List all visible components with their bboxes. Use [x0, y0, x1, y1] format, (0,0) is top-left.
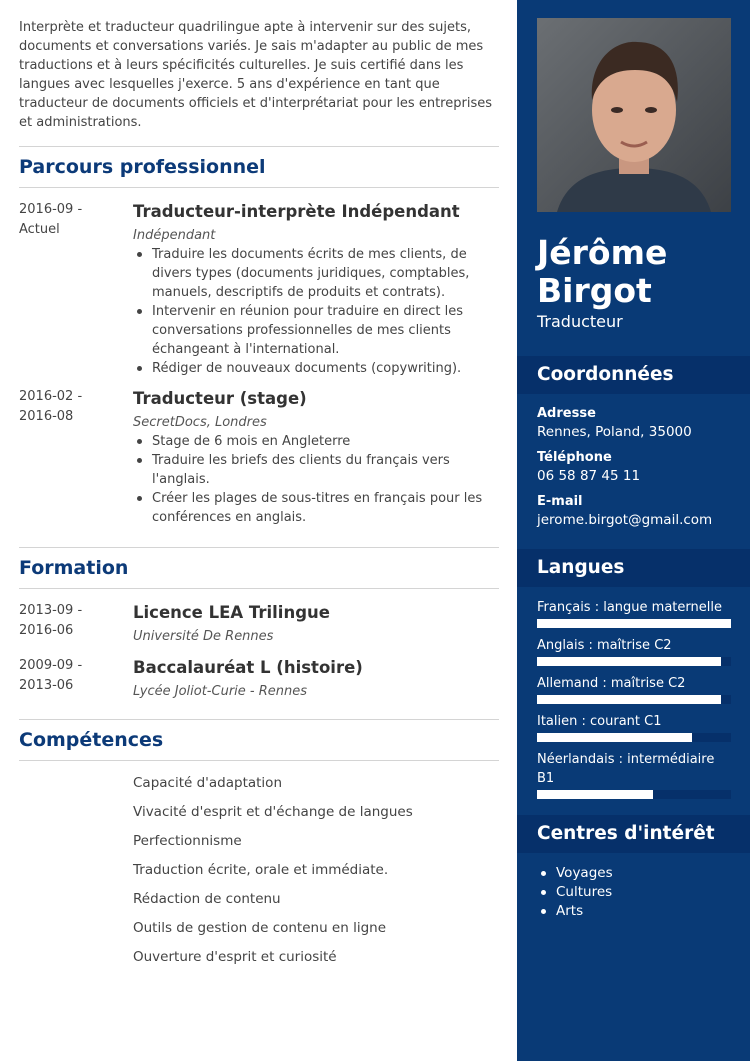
language-bar-fill	[537, 790, 653, 799]
entry-date: 2016-09 - Actuel	[19, 202, 83, 237]
language-item	[537, 712, 731, 742]
language-label: Allemand : maîtrise C2	[537, 676, 686, 691]
language-item	[537, 750, 731, 799]
language-bar-fill	[537, 657, 721, 666]
list-item: Intervenir en réunion pour traduire en direct les conversations professionnelles de mes clients échangeant à l'international.	[133, 302, 499, 359]
job-title: Traducteur	[537, 312, 623, 331]
portrait-icon	[537, 18, 731, 212]
entry-company: Université De Rennes	[133, 629, 274, 644]
experience-title: Parcours professionnel	[19, 156, 266, 178]
language-bar-fill	[537, 619, 731, 628]
address-label: Adresse	[537, 406, 596, 421]
skill-item: Vivacité d'esprit et d'échange de langues	[133, 804, 413, 820]
language-bar-fill	[537, 695, 721, 704]
interest-item: Voyages	[537, 864, 613, 883]
email-value[interactable]: jerome.birgot@gmail.com	[537, 512, 713, 528]
interests-list	[537, 864, 613, 921]
entry-bullets	[133, 432, 499, 527]
divider	[19, 760, 499, 761]
list-item: Rédiger de nouveaux documents (copywriting).	[133, 359, 499, 378]
sidebar	[517, 0, 750, 1061]
profile-photo	[537, 18, 731, 212]
language-label: Anglais : maîtrise C2	[537, 638, 672, 653]
language-label: Italien : courant C1	[537, 714, 662, 729]
language-bar	[537, 790, 731, 799]
language-item	[537, 598, 731, 628]
list-item: Créer les plages de sous-titres en français pour les conférences en anglais.	[133, 489, 499, 527]
language-item	[537, 636, 731, 666]
interest-item: Arts	[537, 902, 613, 921]
phone-label: Téléphone	[537, 450, 612, 465]
entry-date: 2016-02 - 2016-08	[19, 389, 83, 424]
interests-title: Centres d'intérêt	[517, 815, 750, 853]
interest-item: Cultures	[537, 883, 613, 902]
experience-entry	[19, 200, 499, 378]
skill-item: Rédaction de contenu	[133, 891, 281, 907]
profile-summary: Interprète et traducteur quadrilingue apte à intervenir sur des sujets, documents et conversations variés. Je sais m'adapter au public de mes traductions et à leurs spécificités culturelles. Je suis certifié dans les langues avec lesquelles j'exerce. 5 ans d'expérience en tant que traducteur de documents officiels et d'interprétariat pour les entreprises et administrations.	[19, 20, 492, 130]
language-bar	[537, 619, 731, 628]
entry-company: Lycée Joliot-Curie - Rennes	[133, 684, 308, 699]
language-item	[537, 674, 731, 704]
skill-item: Outils de gestion de contenu en ligne	[133, 920, 387, 936]
entry-company: SecretDocs, Londres	[133, 415, 267, 430]
first-name: Jérôme	[537, 233, 668, 272]
email-label: E-mail	[537, 494, 583, 509]
contact-title: Coordonnées	[517, 356, 750, 394]
skill-item: Traduction écrite, orale et immédiate.	[133, 862, 389, 878]
list-item: Stage de 6 mois en Angleterre	[133, 432, 499, 451]
address-value: Rennes, Poland, 35000	[537, 424, 692, 440]
phone-value: 06 58 87 45 11	[537, 468, 641, 484]
main-column	[19, 18, 499, 972]
divider	[19, 187, 499, 188]
skills-title: Compétences	[19, 729, 164, 751]
language-bar	[537, 733, 731, 742]
entry-date: 2013-09 - 2016-06	[19, 603, 83, 638]
list-item: Traduire les briefs des clients du français vers l'anglais.	[133, 451, 499, 489]
languages-title: Langues	[517, 549, 750, 587]
skill-item: Capacité d'adaptation	[133, 775, 282, 791]
education-entry	[19, 656, 499, 701]
entry-role: Traducteur-interprète Indépendant	[133, 202, 460, 221]
language-bar-fill	[537, 733, 692, 742]
education-entry	[19, 601, 499, 646]
candidate-name	[537, 234, 667, 310]
skill-item: Perfectionnisme	[133, 833, 242, 849]
entry-bullets	[133, 245, 499, 378]
language-label: Français : langue maternelle	[537, 600, 722, 615]
entry-role: Licence LEA Trilingue	[133, 603, 330, 622]
list-item: Traduire les documents écrits de mes clients, de divers types (documents juridiques, comptables, manuels, descriptifs de produits et contrats).	[133, 245, 499, 302]
language-label: Néerlandais : intermédiaire B1	[537, 752, 715, 786]
entry-role: Traducteur (stage)	[133, 389, 307, 408]
entry-company: Indépendant	[133, 228, 216, 243]
language-bar	[537, 695, 731, 704]
entry-role: Baccalauréat L (histoire)	[133, 658, 363, 677]
skill-item: Ouverture d'esprit et curiosité	[133, 949, 337, 965]
language-bar	[537, 657, 731, 666]
divider	[19, 588, 499, 589]
experience-entry	[19, 387, 499, 527]
last-name: Birgot	[537, 271, 652, 310]
skills-list	[133, 769, 499, 972]
education-title: Formation	[19, 557, 129, 579]
entry-date: 2009-09 - 2013-06	[19, 658, 83, 693]
